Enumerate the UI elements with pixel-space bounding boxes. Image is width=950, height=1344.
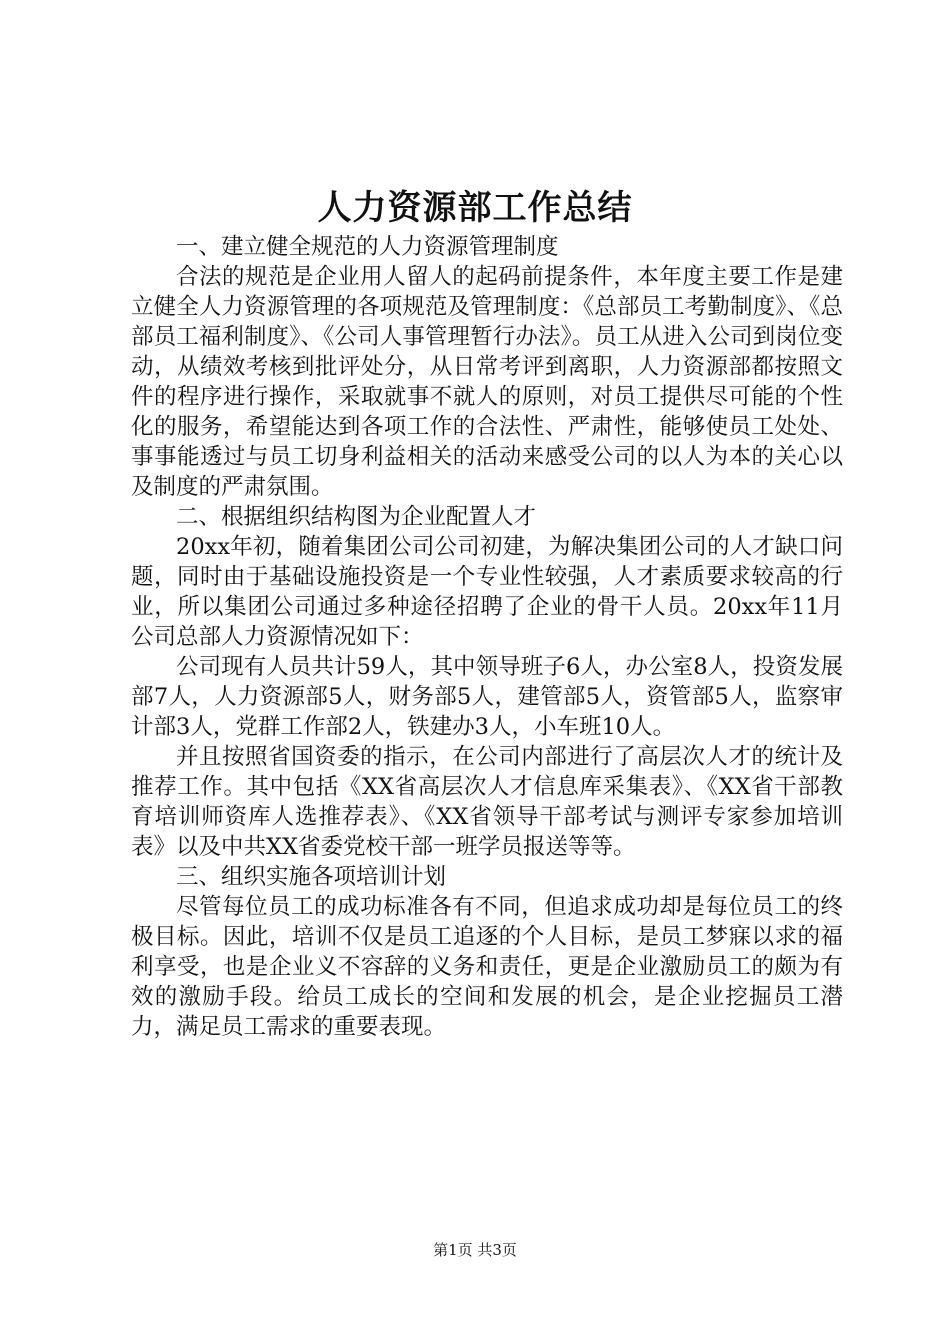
section-heading-3: 三、组织实施各项培训计划 [176,864,447,890]
document-body [131,232,843,1042]
paragraph: 公司现有人员共计59人，其中领导班子6人，办公室8人，投资发展部7人，人力资源部5人，财务部5人，建管部5人，资管部5人，监察审计部3人，党群工作部2人，铁建办3人，小车班10人。 [131,654,843,740]
paragraph: 并且按照省国资委的指示，在公司内部进行了高层次人才的统计及推荐工作。其中包括《XX省高层次人才信息库采集表》、《XX省干部教育培训师资库人选推荐表》、《XX省领导干部考试与测评专家参加培训表》以及中共XX省委党校干部一班学员报送等等。 [131,744,843,860]
paragraph: 合法的规范是企业用人留人的起码前提条件，本年度主要工作是建立健全人力资源管理的各项规范及管理制度：《总部员工考勤制度》、《总部员工福利制度》、《公司人事管理暂行办法》。员工从进入公司到岗位变动，从绩效考核到批评处分，从日常考评到离职，人力资源部都按照文件的程序进行操作，采取就事不就人的原则，对员工提供尽可能的个性化的服务，希望能达到各项工作的合法性、严肃性，能够使员工处处、事事能透过与员工切身利益相关的活动来感受公司的以人为本的关心以及制度的严肃氛围。 [131,264,843,500]
paragraph: 20xx年初，随着集团公司公司初建，为解决集团公司的人才缺口问题，同时由于基础设施投资是一个专业性较强，人才素质要求较高的行业，所以集团公司通过多种途径招聘了企业的骨干人员。20xx年11月公司总部人力资源情况如下： [131,534,843,650]
paragraph: 尽管每位员工的成功标准各有不同，但追求成功却是每位员工的终极目标。因此，培训不仅是员工追逐的个人目标，是员工梦寐以求的福利享受，也是企业义不容辞的义务和责任，更是企业激励员工的颇为有效的激励手段。给员工成长的空间和发展的机会，是企业挖掘员工潜力，满足员工需求的重要表现。 [131,894,843,1040]
section-heading-2: 二、根据组织结构图为企业配置人才 [176,504,537,530]
section-heading-1: 一、建立健全规范的人力资源管理制度 [176,234,559,260]
page-footer: 第1页 共3页 [433,1241,517,1259]
document-title: 人力资源部工作总结 [317,188,633,228]
